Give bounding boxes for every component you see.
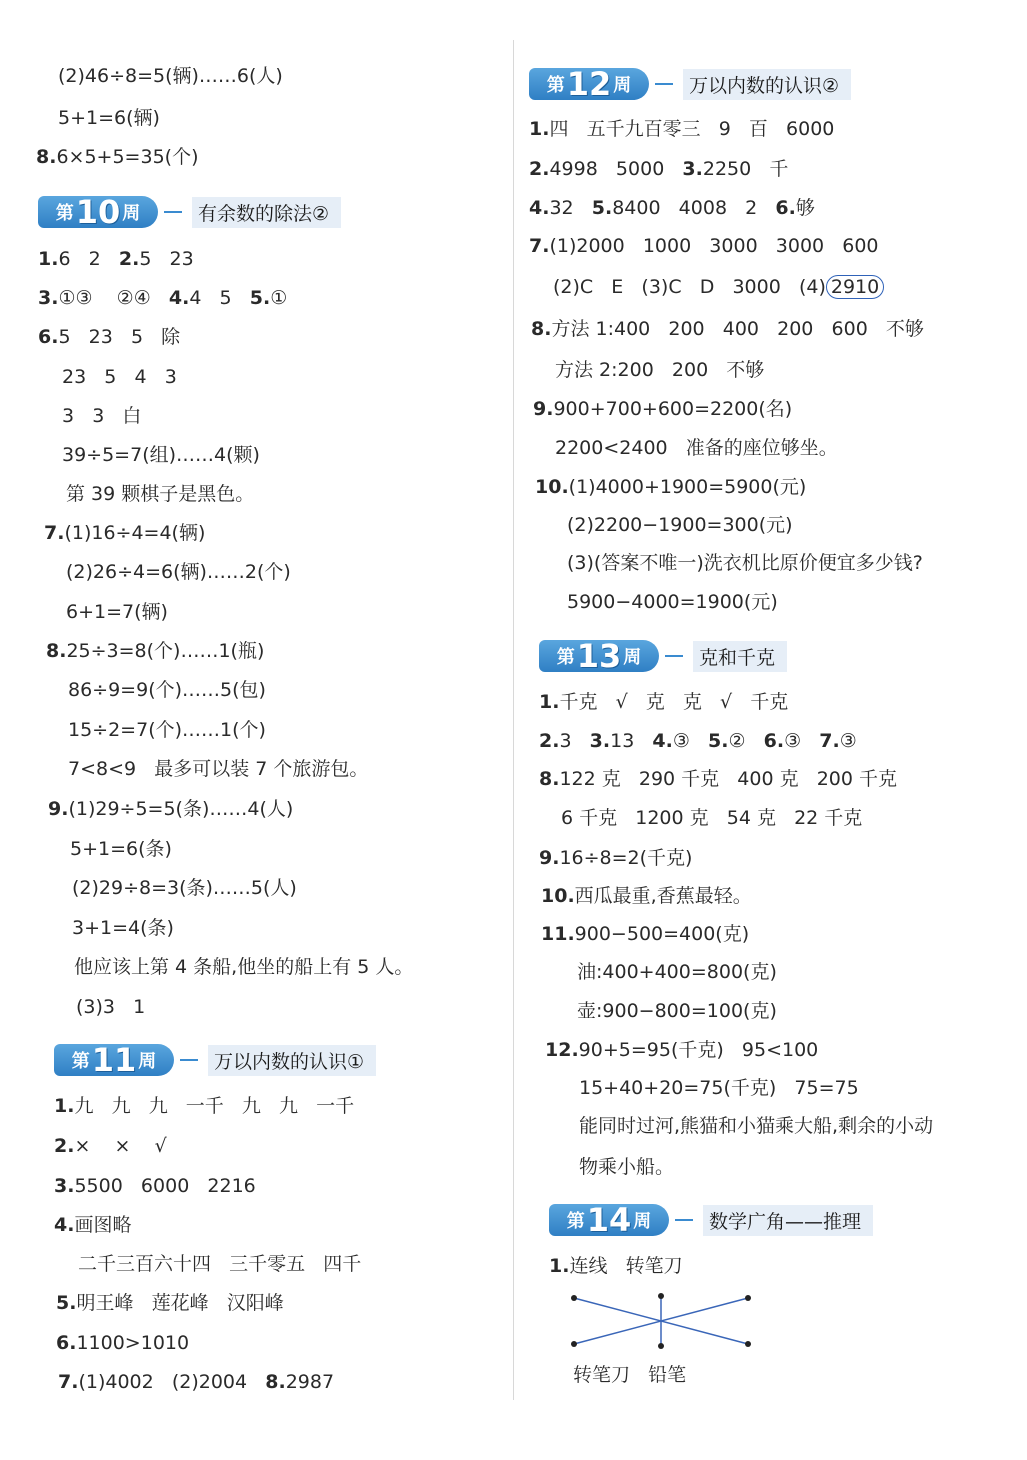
answer-line: 86÷9=9(个)……5(包) — [68, 679, 266, 701]
column-divider — [513, 40, 514, 1400]
answer-item: 8.方法 1:400 200 400 200 600 不够 — [531, 318, 924, 340]
answer-line: 油:400+400=800(克) — [577, 961, 777, 983]
week-badge: 第 13 周 — [539, 640, 659, 672]
answer-line: 5900−4000=1900(元) — [567, 591, 778, 613]
answer-line: 二千三百六十四 三千零五 四千 — [78, 1253, 362, 1275]
answer-line: 方法 2:200 200 不够 — [555, 359, 765, 381]
circled-answer: 2910 — [826, 275, 884, 299]
answer-item: 12.90+5=95(千克) 95<100 — [545, 1039, 819, 1061]
answer-item: 1.九 九 九 一千 九 九 一千 — [54, 1095, 355, 1117]
answer-item: 9.900+700+600=2200(名) — [533, 398, 793, 420]
answer-line: (2)26÷4=6(辆)……2(个) — [66, 561, 291, 583]
answer-line: 壶:900−800=100(克) — [577, 1000, 777, 1022]
connector-line — [655, 83, 673, 85]
answer-line: (2)29÷8=3(条)……5(人) — [72, 877, 297, 899]
answer-line: 5+1=6(辆) — [58, 107, 160, 129]
answer-line: 23 5 4 3 — [62, 366, 177, 388]
answer-item: 1.千克 √ 克 克 √ 千克 — [539, 691, 789, 713]
answer-item: 9.(1)29÷5=5(条)……4(人) — [48, 798, 294, 820]
section-header-week12 — [529, 64, 851, 104]
answer-line: (2)2200−1900=300(元) — [567, 514, 793, 536]
answer-item: 7.(1)4002 (2)2004 8.2987 — [58, 1371, 335, 1393]
section-header-week14 — [549, 1200, 873, 1240]
section-header-week11 — [54, 1040, 376, 1080]
answer-item: 7.(1)2000 1000 3000 3000 600 — [529, 235, 879, 257]
answer-line: 能同时过河,熊猫和小猫乘大船,剩余的小动 — [579, 1115, 934, 1137]
answer-line: 15÷2=7(个)……1(个) — [68, 719, 266, 741]
answer-item: 2.3 3.13 4.③ 5.② 6.③ 7.③ — [539, 730, 857, 752]
section-title: 万以内数的认识① — [208, 1045, 376, 1076]
answer-item: 6.1100>1010 — [56, 1332, 190, 1354]
answer-line: 3 3 白 — [62, 405, 142, 427]
answer-item: 8.122 克 290 千克 400 克 200 千克 — [539, 768, 898, 790]
answer-line: (2)C E (3)C D 3000 (4) 2910 — [553, 275, 884, 299]
connector-line — [665, 655, 683, 657]
answer-item: 4.32 5.8400 4008 2 6.够 — [529, 197, 815, 219]
answer-line: 15+40+20=75(千克) 75=75 — [579, 1077, 859, 1099]
week-badge: 第 14 周 — [549, 1204, 669, 1236]
answer-line: 39÷5=7(组)……4(颗) — [62, 444, 260, 466]
connector-line — [180, 1059, 198, 1061]
answer-item: 7.(1)16÷4=4(辆) — [44, 522, 206, 544]
answer-item: 10.西瓜最重,香蕉最轻。 — [541, 885, 752, 907]
answer-line: (3)3 1 — [76, 996, 146, 1018]
answer-item: 2.4998 5000 3.2250 千 — [529, 158, 789, 180]
section-header-week10 — [38, 192, 341, 232]
answer-item: 8.6×5+5=35(个) — [36, 146, 199, 168]
answer-item: 2.× × √ — [54, 1135, 167, 1157]
answer-line: (3)(答案不唯一)洗衣机比原价便宜多少钱? — [567, 552, 923, 574]
answer-item: 6.5 23 5 除 — [38, 326, 181, 348]
connector-line — [164, 211, 182, 213]
section-header-week13 — [539, 636, 787, 676]
week-badge: 第 10 周 — [38, 196, 158, 228]
connector-line — [675, 1219, 693, 1221]
matching-lines-figure — [565, 1288, 765, 1352]
answer-line: 物乘小船。 — [579, 1156, 675, 1178]
answer-item: 5.明王峰 莲花峰 汉阳峰 — [56, 1292, 284, 1314]
answer-item: 1.四 五千九百零三 9 百 6000 — [529, 118, 835, 140]
answer-item: 3.5500 6000 2216 — [54, 1175, 256, 1197]
week-badge: 第 11 周 — [54, 1044, 174, 1076]
answer-item: 11.900−500=400(克) — [541, 923, 750, 945]
answer-line: 3+1=4(条) — [72, 917, 174, 939]
answer-item: 10.(1)4000+1900=5900(元) — [535, 476, 807, 498]
answer-item: 9.16÷8=2(千克) — [539, 847, 693, 869]
answer-line: (2)46÷8=5(辆)……6(人) — [58, 65, 283, 87]
answer-line: 7<8<9 最多可以装 7 个旅游包。 — [68, 758, 369, 780]
answer-item: 8.25÷3=8(个)……1(瓶) — [46, 640, 265, 662]
answer-line: 6 千克 1200 克 54 克 22 千克 — [561, 807, 863, 829]
answer-line: 转笔刀 铅笔 — [573, 1364, 687, 1386]
answer-line: 2200<2400 准备的座位够坐。 — [555, 437, 838, 459]
answer-line: 他应该上第 4 条船,他坐的船上有 5 人。 — [74, 956, 414, 978]
answer-line: 5+1=6(条) — [70, 838, 172, 860]
week-badge: 第 12 周 — [529, 68, 649, 100]
section-title: 有余数的除法② — [192, 197, 341, 228]
answer-item: 1.6 2 2.5 23 — [38, 248, 194, 270]
section-title: 克和千克 — [693, 641, 787, 672]
section-title: 数学广角——推理 — [703, 1205, 873, 1236]
answer-item: 3.①③ ②④ 4.4 5 5.① — [38, 287, 288, 309]
answer-line: 6+1=7(辆) — [66, 601, 168, 623]
answer-item: 4.画图略 — [54, 1214, 132, 1236]
answer-item: 1.连线 转笔刀 — [549, 1255, 683, 1277]
section-title: 万以内数的认识② — [683, 69, 851, 100]
answer-line: 第 39 颗棋子是黑色。 — [66, 483, 255, 505]
